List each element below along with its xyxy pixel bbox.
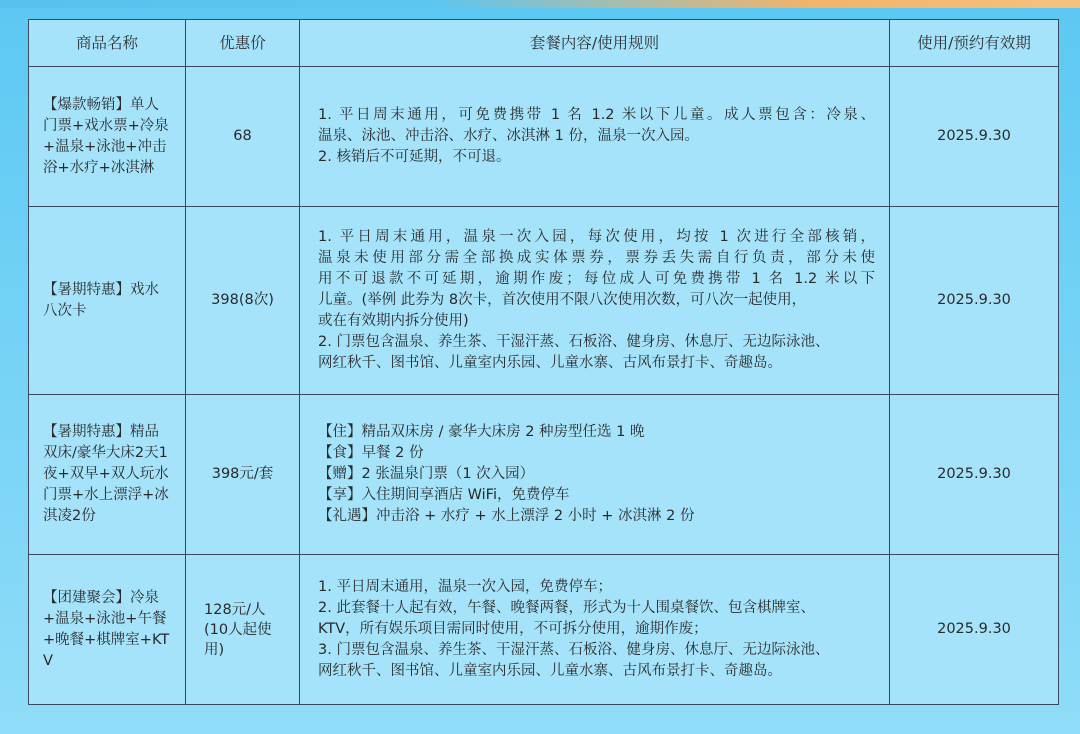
rule-line: 【食】早餐 2 份	[318, 445, 424, 461]
table-row	[29, 395, 1059, 555]
rule-line: 温泉、泳池、冲击浴、水疗、冰淇淋 1 份，温泉一次入园。	[318, 128, 699, 144]
product-price: 398元/套	[186, 395, 300, 555]
header-rules: 套餐内容/使用规则	[300, 20, 890, 67]
rule-line: 2. 门票包含温泉、养生茶、干湿汗蒸、石板浴、健身房、休息厅、无边际泳池、	[318, 334, 830, 350]
price-line: (10人起使	[204, 621, 272, 638]
product-name: 【暑期特惠】戏水八次卡	[29, 207, 186, 395]
rule-line: 2. 核销后不可延期，不可退。	[318, 149, 511, 165]
rule-line: 用不可退款不可延期，逾期作废；每位成人可免费携带 1 名 1.2 米以下	[318, 271, 875, 287]
product-rules	[300, 207, 890, 395]
rule-line: 网红秋千、图书馆、儿童室内乐园、儿童水寨、古风布景打卡、奇趣岛。	[318, 355, 782, 371]
rule-line: 1. 平日周末通用，温泉一次入园，免费停车；	[318, 579, 612, 595]
product-name: 【爆款畅销】单人门票+戏水票+冷泉+温泉+泳池+冲击浴+水疗+冰淇淋	[29, 67, 186, 207]
product-rules	[300, 395, 890, 555]
rule-line: KTV，所有娱乐项目需同时使用，不可拆分使用，逾期作废；	[318, 621, 708, 637]
product-rules	[300, 555, 890, 705]
table-header-row	[29, 20, 1059, 67]
rule-line: 【住】精品双床房 / 豪华大床房 2 种房型任选 1 晚	[318, 424, 645, 440]
table-row	[29, 555, 1059, 705]
validity-date: 2025.9.30	[890, 67, 1059, 207]
price-line: 128元/人	[204, 601, 266, 618]
top-decorative-strip	[0, 0, 1080, 8]
offers-table	[28, 19, 1059, 705]
product-name: 【团建聚会】冷泉+温泉+泳池+午餐+晚餐+棋牌室+KTV	[29, 555, 186, 705]
product-price: 68	[186, 67, 300, 207]
header-name: 商品名称	[29, 20, 186, 67]
table-row	[29, 207, 1059, 395]
rule-line: 温泉未使用部分需全部换成实体票券，票券丢失需自行负责，部分未使	[318, 250, 875, 266]
rule-line: 或在有效期内拆分使用)	[318, 313, 469, 329]
rule-line: 1. 平日周末通用，温泉一次入园，每次使用，均按 1 次进行全部核销，	[318, 229, 875, 245]
rule-line: 3. 门票包含温泉、养生茶、干湿汗蒸、石板浴、健身房、休息厅、无边际泳池、	[318, 642, 830, 658]
rule-line: 网红秋千、图书馆、儿童室内乐园、儿童水寨、古风布景打卡、奇趣岛。	[318, 663, 782, 679]
header-price: 优惠价	[186, 20, 300, 67]
product-price: 398(8次)	[186, 207, 300, 395]
rule-line: 儿童。(举例 此券为 8次卡，首次使用不限八次使用次数，可八次一起使用，	[318, 292, 807, 308]
product-name: 【暑期特惠】精品双床/豪华大床2天1夜+双早+双人玩水门票+水上漂浮+冰淇凌2份	[29, 395, 186, 555]
rule-line: 【赠】2 张温泉门票（1 次入园）	[318, 466, 535, 482]
rule-line: 【礼遇】冲击浴 + 水疗 + 水上漂浮 2 小时 + 冰淇淋 2 份	[318, 508, 695, 524]
validity-date: 2025.9.30	[890, 555, 1059, 705]
product-price	[186, 555, 300, 705]
validity-date: 2025.9.30	[890, 207, 1059, 395]
product-rules	[300, 67, 890, 207]
header-validity: 使用/预约有效期	[890, 20, 1059, 67]
rule-line: 1. 平日周末通用，可免费携带 1 名 1.2 米以下儿童。成人票包含：冷泉、	[318, 107, 875, 123]
table-row	[29, 67, 1059, 207]
rule-line: 2. 此套餐十人起有效，午餐、晚餐两餐，形式为十人围桌餐饮、包含棋牌室、	[318, 600, 815, 616]
validity-date: 2025.9.30	[890, 395, 1059, 555]
rule-line: 【享】入住期间享酒店 WiFi，免费停车	[318, 487, 570, 503]
price-line: 用)	[204, 641, 225, 658]
